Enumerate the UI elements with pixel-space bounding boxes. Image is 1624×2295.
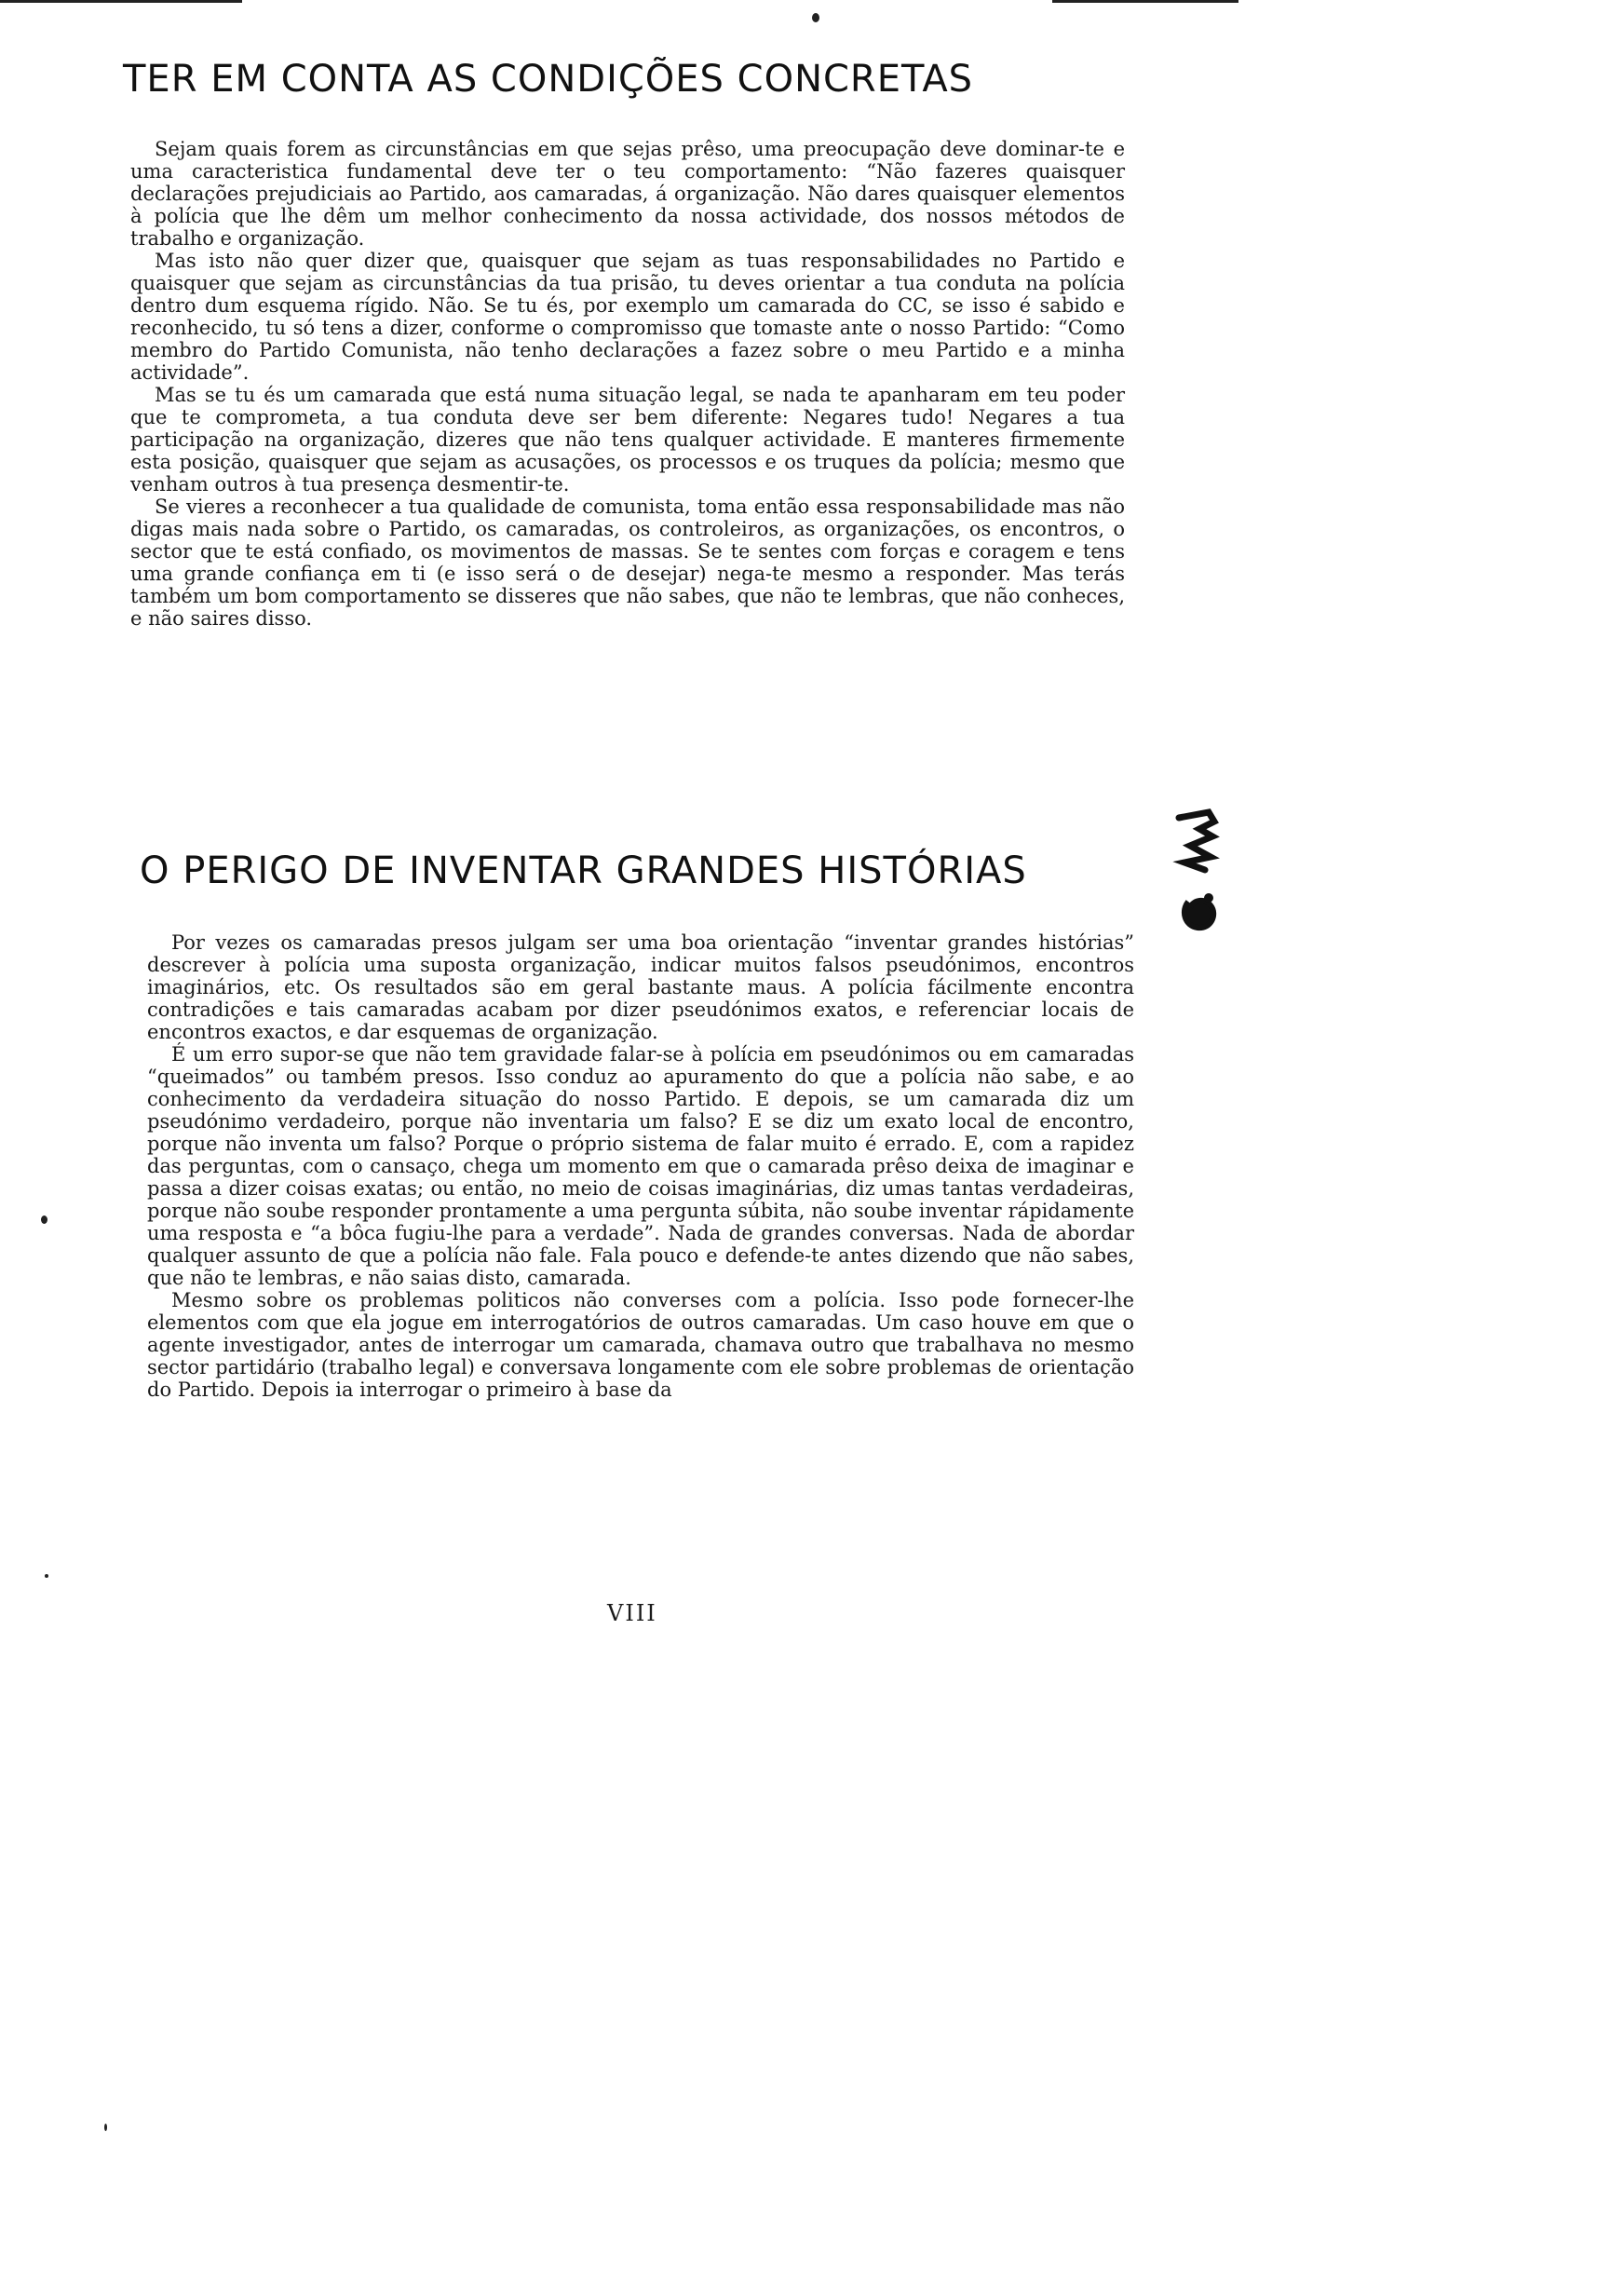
ink-speck [41, 1215, 47, 1224]
paragraph: Sejam quais forem as circunstâncias em que sejas prêso, uma preocupação deve dominar-te e uma caracteristica fundamental deve ter o teu comportamento: “Não fazeres quaisquer declarações prejudiciais ao Partido, aos camaradas, á organização. Não dares quaisquer elementos à polícia que lhe dêm um melhor conhecimento da nossa actividade, dos nossos métodos de trabalho e organização. [130, 138, 1125, 250]
section-title: O PERIGO DE INVENTAR GRANDES HISTÓRIAS [140, 849, 1027, 892]
section-body [147, 931, 1134, 1401]
top-rule-right [1052, 0, 1238, 3]
paragraph: Por vezes os camaradas presos julgam ser uma boa orientação “inventar grandes histórias” descrever à polícia uma suposta organização, indicar muitos falsos pseudónimos, encontros imaginários, etc. Os resultados são em geral bastante maus. A polícia fácilmente encontra contradições e tais camaradas acabam por dizer pseudónimos exatos, e referenciar locais de encontros exactos, e dar esquemas de organização. [147, 931, 1134, 1043]
ink-speck [812, 13, 819, 22]
paragraph: Mas se tu és um camarada que está numa situação legal, se nada te apanharam em teu poder que te comprometa, a tua conduta deve ser bem diferente: Negares tudo! Negares a tua participação na organização, dizeres que não tens qualquer actividade. E manteres firmemente esta posição, quaisquer que sejam as acusações, os processos e os truques da polícia; mesmo que venham outros à tua presença desmentir-te. [130, 384, 1125, 496]
paragraph: Mesmo sobre os problemas politicos não converses com a polícia. Isso pode fornecer-lhe elementos com que ela jogue em interrogatórios de outros camaradas. Um caso houve em que o agente investigador, antes de interrogar um camarada, chamava outro que trabalhava no mesmo sector partidário (trabalho legal) e conversava longamente com ele sobre problemas de orientação do Partido. Depois ia interrogar o primeiro à base da [147, 1289, 1134, 1401]
ink-speck [104, 2124, 107, 2131]
top-rule-left [0, 0, 242, 3]
paragraph: É um erro supor-se que não tem gravidade falar-se à polícia em pseudónimos ou em camaradas “queimados” ou também presos. Isso conduz ao apuramento do que a polícia não sabe, e ao conhecimento da verdadeira situação do nosso Partido. E depois, se um camarada diz um pseudónimo verdadeiro, porque não inventaria um falso? E se diz um exato local de encontro, porque não inventa um falso? Porque o próprio sistema de falar muito é errado. E, com a rapidez das perguntas, com o cansaço, chega um momento em que o camarada prêso deixa de imaginar e passa a dizer coisas exatas; ou então, no meio de coisas imaginárias, diz umas tantas verdadeiras, porque não soube responder prontamente a uma pergunta súbita, não soube inventar rápidamente uma resposta e “a bôca fugiu-lhe para a verdade”. Nada de grandes conversas. Nada de abordar qualquer assunto de que a polícia não fale. Fala pouco e defende-te antes dizendo que não sabes, que não te lembras, e não saias disto, camarada. [147, 1043, 1134, 1289]
ink-speck [45, 1574, 48, 1578]
section-body [130, 138, 1125, 630]
paragraph: Se vieres a reconhecer a tua qualidade de comunista, toma então essa responsabilidade mas não digas mais nada sobre o Partido, os camaradas, os controleiros, as organizações, os encontros, o sector que te está confiado, os movimentos de massas. Se te sentes com forças e coragem e tens uma grande confiança em ti (e isso será o de desejar) nega-te mesmo a responder. Mas terás também um bom comportamento se disseres que não sabes, que não te lembras, que não conheces, e não saires disso. [130, 496, 1125, 630]
section-title: TER EM CONTA AS CONDIÇÕES CONCRETAS [123, 58, 974, 101]
paragraph: Mas isto não quer dizer que, quaisquer que sejam as tuas responsabilidades no Partido e quaisquer que sejam as circunstâncias da tua prisão, tu deves orientar a tua conduta na polícia dentro dum esquema rígido. Não. Se tu és, por exemplo um camarada do CC, se isso é sabido e reconhecido, tu só tens a dizer, conforme o compromisso que tomaste ante o nosso Partido: “Como membro do Partido Comunista, não tenho declarações a fazez sobre o meu Partido e a minha actividade”. [130, 250, 1125, 384]
margin-ink-mark [1171, 808, 1227, 948]
page-number: VIII [607, 1600, 657, 1626]
